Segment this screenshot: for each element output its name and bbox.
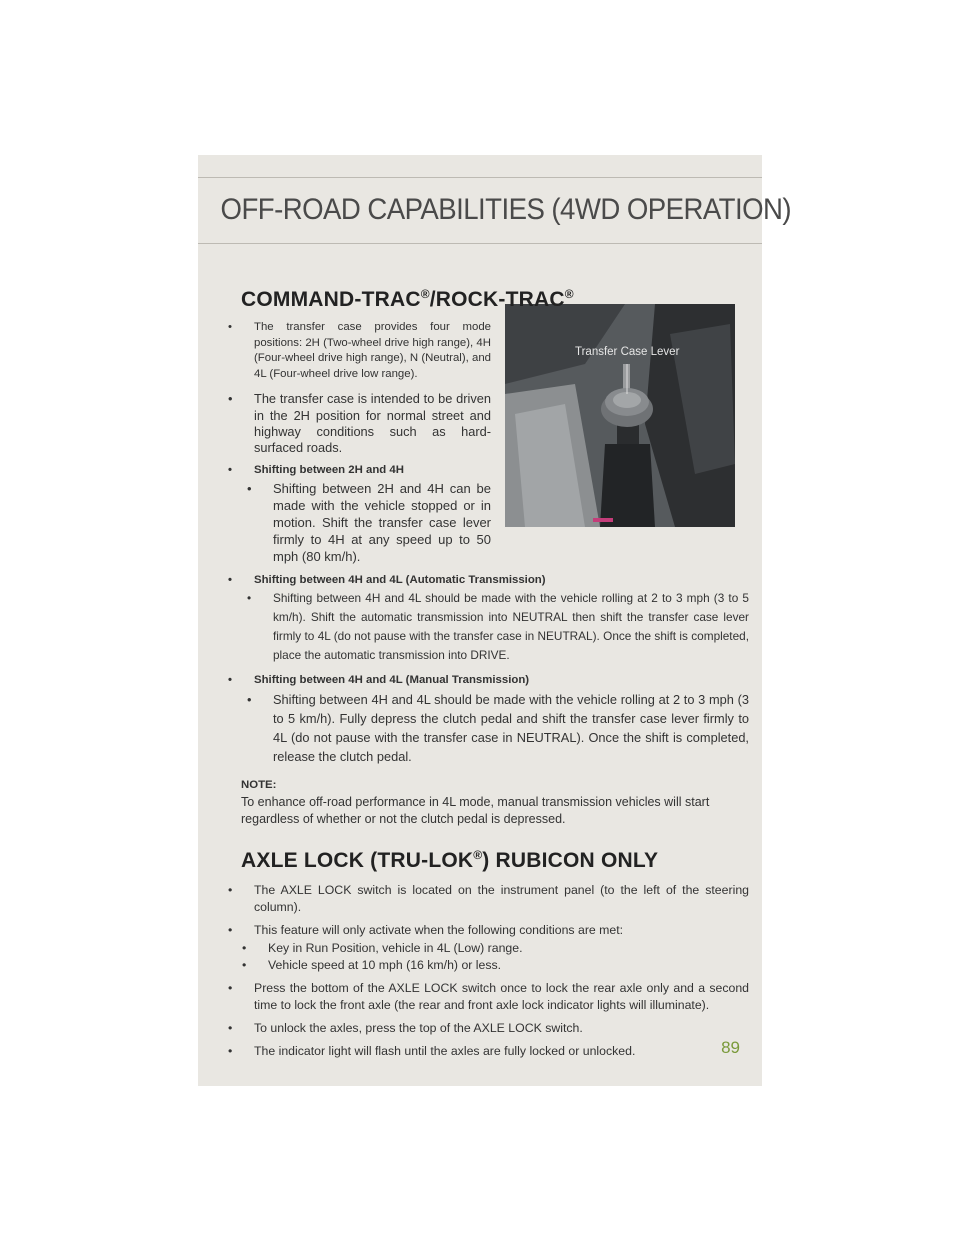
list-item-heading: • Shifting between 4H and 4L (Automatic Transmission) [228, 573, 546, 586]
list-item: • Vehicle speed at 10 mph (16 km/h) or less. [242, 957, 502, 972]
page-header-title: OFF-ROAD CAPABILITIES (4WD OPERATION) [220, 193, 792, 226]
header-top-rule [198, 177, 762, 178]
list-item-heading: • Shifting between 2H and 4H [228, 464, 404, 477]
section-title-axle-lock: AXLE LOCK (TRU-LOK®) RUBICON ONLY [241, 847, 659, 872]
section1-bullets-narrow [228, 320, 491, 565]
list-item: • The transfer case provides four mode positions: 2H (Two-wheel drive high range), 4H (Four-wheel drive high range), N (Neutral), and 4L (Four-wheel drive low range). [228, 321, 491, 380]
photo-label: Transfer Case Lever [575, 346, 680, 358]
list-item: • Key in Run Position, vehicle in 4L (Low) range. [242, 940, 523, 955]
list-item: • Shifting between 2H and 4H can be made with the vehicle stopped or in motion. Shift the transfer case lever firmly to 4H at any speed up to 50 mph (80 km/h). [247, 480, 491, 564]
note-label: NOTE: [241, 778, 277, 791]
list-item: • This feature will only activate when the following conditions are met: [228, 922, 624, 937]
page-content [228, 287, 749, 1060]
list-item: • To unlock the axles, press the top of the AXLE LOCK switch. [228, 1020, 583, 1035]
list-item: • The transfer case is intended to be driven in the 2H position for normal street and highway conditions such as hard-surfaced roads. [228, 391, 491, 455]
list-item-heading: • Shifting between 4H and 4L (Manual Transmission) [228, 674, 530, 687]
manual-page [198, 155, 792, 1086]
list-item: • Shifting between 4H and 4L should be made with the vehicle rolling at 2 to 3 mph (3 to 5 km/h). Shift the automatic transmission into NEUTRAL then shift the transfer case lever firmly to 4L (do not pause with the transfer case in NEUTRAL). Once the shift is completed, place the automatic transmission into DRIVE. [247, 591, 749, 663]
list-item: • Press the bottom of the AXLE LOCK switch once to lock the rear axle only and a second time to lock the front axle (the rear and front axle lock indicator lights will illuminate). [228, 980, 749, 1012]
page-number: 89 [721, 1038, 740, 1057]
section-title-command-trac: COMMAND-TRAC®/ROCK-TRAC® [241, 287, 574, 311]
list-item: • The AXLE LOCK switch is located on the instrument panel (to the left of the steering column). [228, 882, 749, 914]
header-bottom-rule [198, 243, 762, 244]
list-item: • Shifting between 4H and 4L should be made with the vehicle rolling at 2 to 3 mph (3 to 5 km/h). Fully depress the clutch pedal and shift the transfer case lever firmly to 4L (do not pause with the transfer case in NEUTRAL). Once the shift is completed, release the clutch pedal. [247, 691, 749, 764]
note-text: To enhance off-road performance in 4L mode, manual transmission vehicles will start regardless of whether or not the clutch pedal is depressed. [241, 794, 710, 826]
list-item: • The indicator light will flash until the axles are fully locked or unlocked. [228, 1043, 636, 1058]
